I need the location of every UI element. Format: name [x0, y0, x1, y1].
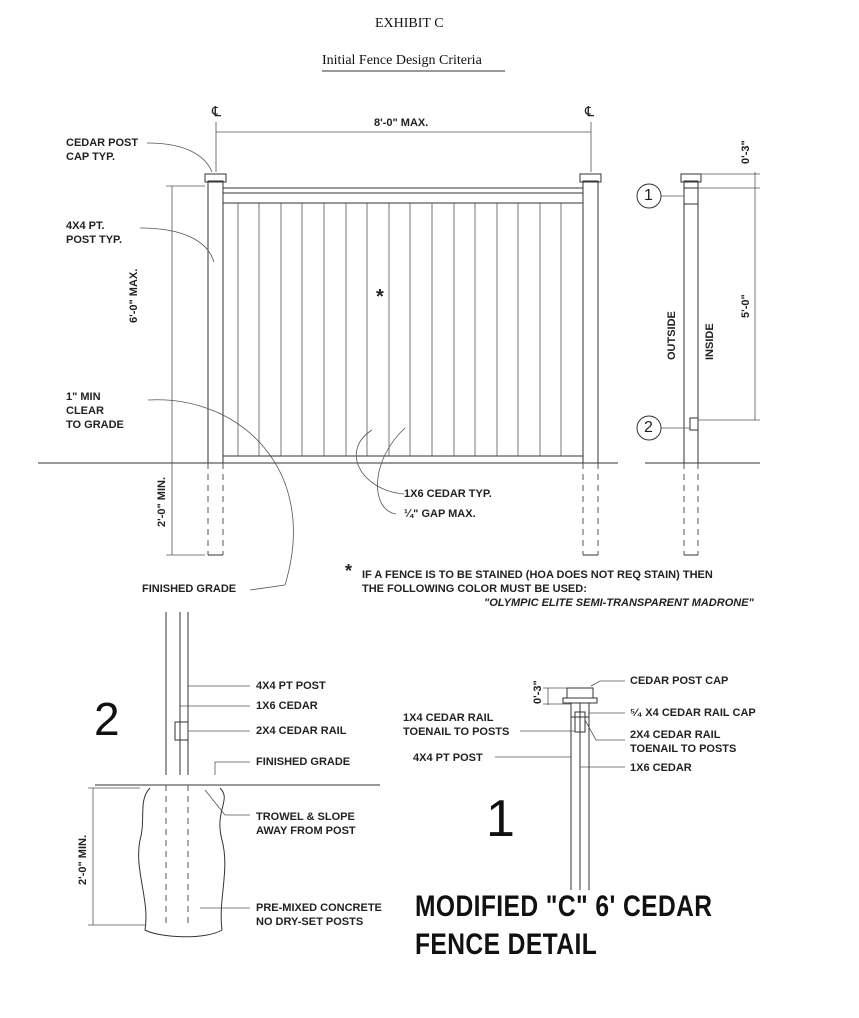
asterisk-mark: *	[376, 286, 384, 308]
page-title: Initial Fence Design Criteria	[322, 53, 482, 68]
detail2-board-label: 1X6 CEDAR	[256, 700, 318, 712]
gap-leader	[378, 428, 405, 514]
side-bottom-rail	[690, 418, 698, 430]
board-leader	[356, 430, 404, 494]
post-leader	[140, 228, 214, 262]
callout-1: 1	[644, 187, 653, 204]
cedar-boards	[238, 203, 561, 456]
centerline-right-icon: ℄	[585, 103, 594, 119]
detail1-rail-2x4-label-1: 2X4 CEDAR RAIL	[630, 729, 721, 741]
finished-grade-label: FINISHED GRADE	[142, 583, 237, 595]
detail2-concrete-label-1: PRE-MIXED CONCRETE	[256, 902, 382, 914]
detail1-rail-1x4-label-2: TOENAIL TO POSTS	[403, 726, 510, 738]
note-line-3: "OLYMPIC ELITE SEMI-TRANSPARENT MADRONE"	[484, 597, 754, 609]
outside-label: OUTSIDE	[666, 311, 678, 360]
height-dimension: 6'-0" MAX.	[128, 268, 140, 323]
right-post	[583, 181, 598, 463]
post-cap-label-1: CEDAR POST	[66, 137, 139, 149]
clear-label-2: CLEAR	[66, 405, 104, 417]
side-top-dimension: 0'-3"	[740, 140, 752, 164]
drawing-title-line-2: FENCE DETAIL	[415, 928, 598, 961]
span-dimension: 8'-0" MAX.	[374, 117, 429, 129]
detail2-rail-label: 2X4 CEDAR RAIL	[256, 725, 347, 737]
detail1-top-dimension: 0'-3"	[532, 680, 544, 704]
detail2-concrete	[139, 788, 225, 937]
exhibit-label: EXHIBIT C	[375, 16, 444, 31]
detail-2-number: 2	[94, 693, 120, 745]
detail2-trowel-label-1: TROWEL & SLOPE	[256, 811, 355, 823]
detail2-concrete-label-2: NO DRY-SET POSTS	[256, 916, 364, 928]
detail2-rail	[175, 722, 188, 740]
depth-dimension: 2'-0" MIN.	[156, 476, 168, 527]
gap-label: ¼" GAP MAX.	[404, 508, 476, 520]
buried-posts	[208, 463, 598, 555]
detail2-post-label: 4X4 PT POST	[256, 680, 326, 692]
inside-label: INSIDE	[704, 323, 716, 360]
left-post	[208, 181, 223, 463]
post-cap-leader	[147, 143, 212, 172]
clear-label-1: 1" MIN	[66, 391, 101, 403]
post-label-2: POST TYP.	[66, 234, 123, 246]
detail1-post-cap	[567, 688, 593, 698]
side-top-rail	[684, 188, 698, 204]
clear-grade-leader	[148, 400, 293, 590]
detail1-rail-2x4-label-2: TOENAIL TO POSTS	[630, 743, 737, 755]
side-rail-dimension: 5'-0"	[740, 294, 752, 318]
detail1-cap-label: CEDAR POST CAP	[630, 675, 729, 687]
callout-2: 2	[644, 419, 653, 436]
note-line-2: THE FOLLOWING COLOR MUST BE USED:	[362, 583, 587, 595]
note-line-1: IF A FENCE IS TO BE STAINED (HOA DOES NOT REQ STAIN) THEN	[362, 569, 713, 581]
detail1-post-label: 4X4 PT POST	[413, 752, 483, 764]
clear-label-3: TO GRADE	[66, 419, 124, 431]
detail1-rail-cap-label: ⁵⁄₄ X4 CEDAR RAIL CAP	[630, 707, 756, 719]
detail2-depth-dimension: 2'-0" MIN.	[77, 834, 89, 885]
post-label-1: 4X4 PT.	[66, 220, 105, 232]
detail-1-number: 1	[486, 790, 515, 848]
detail1-rail-1x4-label-1: 1X4 CEDAR RAIL	[403, 712, 494, 724]
detail2-grade-label: FINISHED GRADE	[256, 756, 351, 768]
detail1-board-label: 1X6 CEDAR	[630, 762, 692, 774]
centerline-left-icon: ℄	[212, 103, 221, 119]
drawing-title-line-1: MODIFIED "C" 6' CEDAR	[415, 890, 713, 923]
detail2-trowel-label-2: AWAY FROM POST	[256, 825, 356, 837]
side-post	[684, 181, 698, 463]
board-label: 1X6 CEDAR TYP.	[404, 488, 492, 500]
post-cap-label-2: CAP TYP.	[66, 151, 116, 163]
note-asterisk: *	[345, 561, 353, 581]
